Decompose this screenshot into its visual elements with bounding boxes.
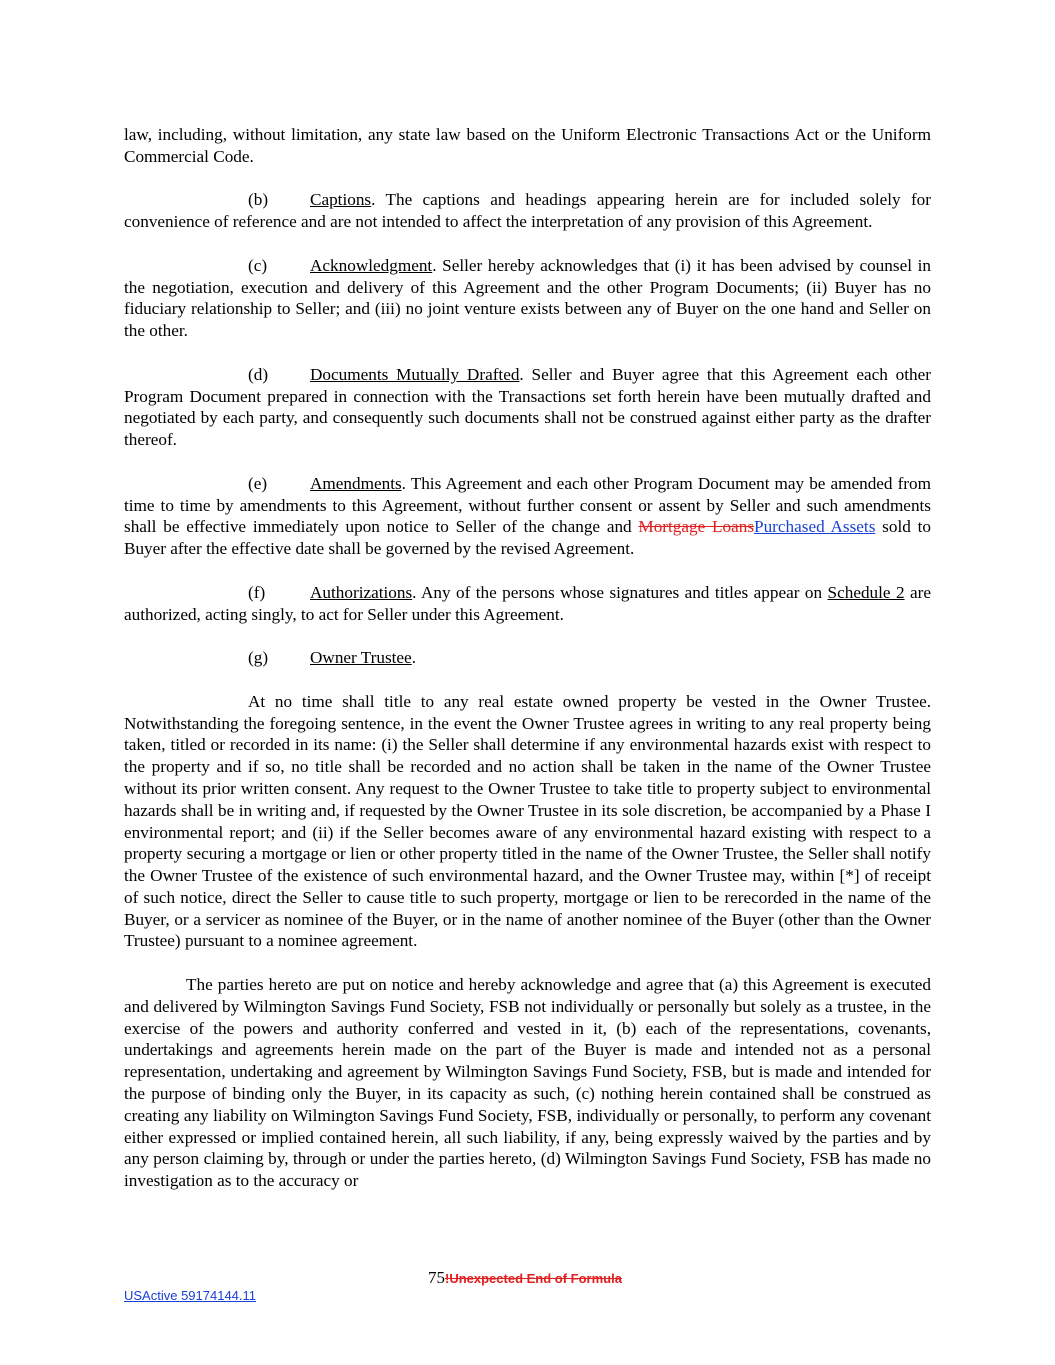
- section-f: [124, 582, 931, 626]
- document-id-link[interactable]: USActive 59174144.11: [124, 1288, 257, 1303]
- section-number: (g): [248, 648, 269, 668]
- section-text-after: sold to Buyer after the effective date shall be governed by the revised Agreement.: [124, 517, 931, 559]
- section-c: [124, 255, 931, 342]
- paragraph-intro: law, including, without limitation, any state law based on the Uniform Electronic Transactions Act or the Uniform Commercial Code.: [124, 125, 931, 166]
- paragraph-parties: The parties hereto are put on notice and hereby acknowledge and agree that (a) this Agreement is executed and delivered by Wilmington Savings Fund Society, FSB not individually or personally but solely as a trustee, in the exercise of the powers and authority conferred and vested in it, (b) each of the representations, covenants, undertakings and agreements herein made on the part of the Buyer is made and intended not as a personal representation, undertaking and agreement by Wilmington Savings Fund Society, FSB, but is made and intended for the purpose of binding only the Buyer, in its capacity as such, (c) nothing herein contained shall be construed as creating any liability on Wilmington Savings Fund Society, FSB, individually or personally, to perform any covenant either expressed or implied contained herein, all such liability, if any, being expressly waived by the parties and by any person claiming by, through or under the parties hereto, (d) Wilmington Savings Fund Society, FSB has made no investigation as to the accuracy or: [124, 975, 931, 1191]
- section-e: [124, 473, 931, 560]
- section-text: . This Agreement and each other Program Document may be amended from time to time by amendments to this Agreement, without further consent or assent by Seller and such amendments shall be effective immediately upon notice to Seller of the change and: [124, 473, 931, 537]
- tracked-deletion: Mortgage Loans: [638, 517, 755, 537]
- section-number: (c): [248, 255, 268, 275]
- section-d: [124, 364, 931, 451]
- section-number: (b): [248, 190, 269, 210]
- page-number: 75: [428, 1268, 445, 1287]
- section-heading: Owner Trustee: [310, 648, 412, 668]
- section-heading: Authorizations: [310, 582, 413, 602]
- formula-error: !Unexpected End of Formula: [445, 1271, 622, 1286]
- section-heading: Acknowledgment: [310, 255, 433, 275]
- section-text: . Seller hereby acknowledges that (i) it has been advised by counsel in the negotiation, execution and delivery of this Agreement and the other Program Documents; (ii) Buyer has no fiduciary relationship to Seller; and (iii) no joint venture exists between any of Buyer on the one hand and Seller on the other.: [124, 255, 931, 341]
- section-text: . Seller and Buyer agree that this Agreement each other Program Document prepared in connection with the Transactions set forth herein have been mutually drafted and negotiated by each party, and consequently such documents shall not be construed against either party as the drafter thereof.: [124, 364, 931, 450]
- section-text-after: are authorized, acting singly, to act for Seller under this Agreement.: [124, 582, 931, 624]
- schedule-reference: Schedule 2: [827, 582, 905, 602]
- section-number: (f): [248, 582, 266, 602]
- section-number: (d): [248, 364, 269, 384]
- paragraph-owner-trustee: At no time shall title to any real estate owned property be vested in the Owner Trustee. Notwithstanding the foregoing sentence, in the event the Owner Trustee agrees in writing to any real property being taken, titled or recorded in its name: (i) the Seller shall determine if any environmental hazards exist with respect to the property and if so, no title shall be recorded and no action shall be taken in the name of the Owner Trustee without its prior written consent. Any request to the Owner Trustee to take title to property subject to environmental hazards shall be in writing and, if requested by the Owner Trustee in its sole discretion, be accompanied by a Phase I environmental report; and (ii) if the Seller becomes aware of any environmental hazard existing with respect to a property securing a mortgage or lien or other property titled in the name of the Owner Trustee, the Seller shall notify the Owner Trustee of the existence of such environmental hazard, and the Owner Trustee may, within [*] of receipt of such notice, direct the Seller to cause title to such property, mortgage or lien to be rerecorded in the name of the Buyer, or a servicer as nominee of the Buyer, or in the name of another nominee of the Buyer (other than the Owner Trustee) pursuant to a nominee agreement.: [124, 691, 931, 951]
- section-text: . The captions and headings appearing herein are for included solely for convenience of reference and are not intended to affect the interpretation of any provision of this Agreement.: [124, 190, 931, 232]
- section-text: . Any of the persons whose signatures and titles appear on: [412, 582, 828, 602]
- section-text: .: [411, 648, 416, 668]
- page-footer: [428, 1268, 622, 1288]
- section-number: (e): [248, 473, 268, 493]
- section-b: [124, 189, 931, 233]
- tracked-insertion[interactable]: Purchased Assets: [754, 517, 876, 537]
- section-heading: Documents Mutually Drafted: [310, 364, 520, 384]
- section-g: [124, 647, 931, 669]
- section-heading: Captions: [310, 190, 372, 210]
- document-page: [124, 124, 931, 1214]
- section-heading: Amendments: [310, 473, 402, 493]
